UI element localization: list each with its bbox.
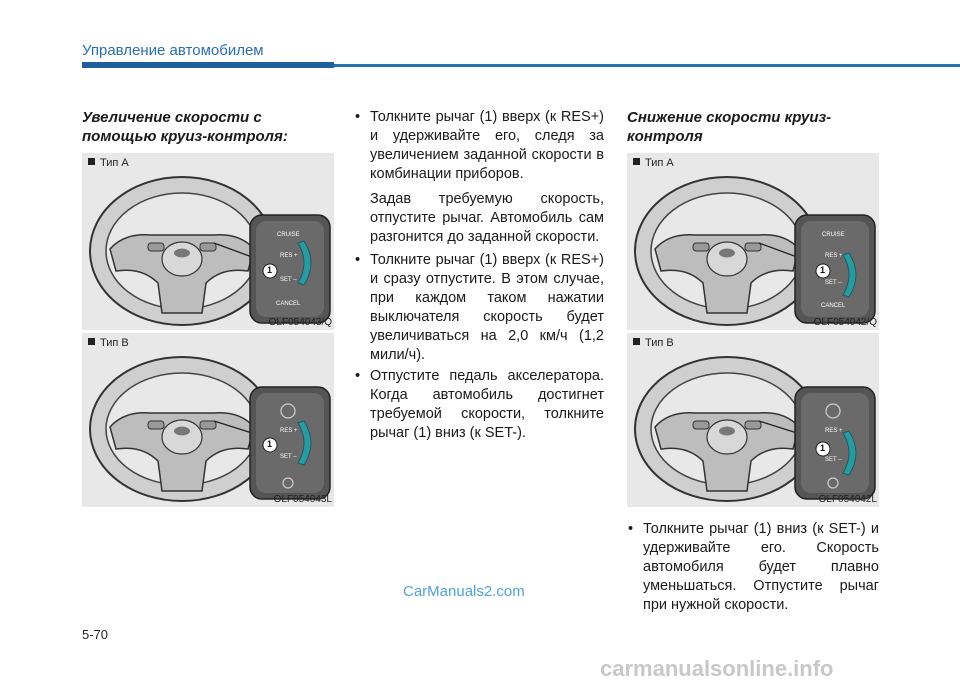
watermark-bottom: carmanualsonline.info [600, 656, 834, 681]
set-label: SET – [825, 457, 842, 463]
page-number: 5-70 [82, 627, 109, 642]
cancel-label: CANCEL [821, 303, 846, 309]
type-label-text: Тип B [645, 337, 674, 349]
figure-increase-type-b [82, 333, 334, 507]
figure-type-label [633, 337, 674, 349]
increase-section-title [82, 108, 288, 146]
res-label: RES + [280, 253, 298, 259]
header-title: Управление автомобилем [82, 42, 264, 59]
type-label-text: Тип B [100, 337, 129, 349]
instruction-item: • Толкните рычаг (1) вверх (к RES+) и сразу отпустите. В этом случае, при каждом таком нажатии выключателя скорость будет увеличиваться на 2,0 км/ч (1,2 мили/ч). [354, 251, 604, 365]
watermark-link[interactable]: CarManuals2.com [403, 583, 525, 600]
callout-number: 1 [820, 443, 826, 453]
decrease-title-line1: Снижение скорости круиз- [627, 109, 832, 126]
instruction-continued: Задав требуемую скорость, отпустите рычаг. Автомобиль сам разгонится до заданной скорости. [370, 191, 604, 245]
figure-code: OLF054043/Q [268, 317, 332, 328]
figure-type-label [88, 337, 129, 349]
increase-instructions-list [354, 108, 604, 445]
cruise-label: CRUISE [822, 232, 845, 238]
res-label: RES + [280, 428, 298, 434]
square-bullet-icon [633, 338, 640, 345]
figure-type-label [633, 157, 674, 169]
res-label: RES + [825, 253, 843, 259]
figure-decrease-type-b [627, 333, 879, 507]
square-bullet-icon [88, 158, 95, 165]
increase-title-line1: Увеличение скорости с [82, 109, 262, 126]
res-label: RES + [825, 428, 843, 434]
figure-decrease-type-a [627, 153, 879, 330]
square-bullet-icon [633, 158, 640, 165]
cruise-label: CRUISE [277, 232, 300, 238]
steering-wheel-illustration [82, 333, 334, 507]
instruction-item: • Толкните рычаг (1) вверх (к RES+) и удерживайте его, следя за увеличением заданной скорости в комбинации приборов. [354, 108, 604, 184]
figure-code: OLF054042L [818, 494, 877, 505]
callout-number: 1 [267, 265, 273, 275]
figure-code: OLF054042/Q [813, 317, 877, 328]
callout-number: 1 [267, 439, 273, 449]
type-label-text: Тип A [100, 157, 129, 169]
set-label: SET – [280, 277, 297, 283]
decrease-title-line2: контроля [627, 128, 703, 145]
decrease-instructions-list [627, 520, 879, 617]
type-label-text: Тип A [645, 157, 674, 169]
cancel-label: CANCEL [276, 301, 301, 307]
steering-wheel-illustration [627, 333, 879, 507]
callout-number: 1 [820, 265, 826, 275]
header-rule-accent [82, 62, 334, 68]
figure-increase-type-a [82, 153, 334, 330]
instruction-item: • Отпустите педаль акселератора. Когда автомобиль достигнет требуемой скорости, толкните рычаг (1) вниз (к SET-). [354, 367, 604, 443]
figure-code: OLF054043L [273, 494, 332, 505]
set-label: SET – [280, 454, 297, 460]
set-label: SET – [825, 280, 842, 286]
decrease-section-title [627, 108, 831, 146]
figure-type-label [88, 157, 129, 169]
square-bullet-icon [88, 338, 95, 345]
instruction-item: • Толкните рычаг (1) вниз (к SET-) и удерживайте его. Скорость автомобиля будет плавно уменьшаться. Отпустите рычаг при нужной скорости. [627, 520, 879, 615]
increase-title-line2: помощью круиз-контроля: [82, 128, 288, 145]
